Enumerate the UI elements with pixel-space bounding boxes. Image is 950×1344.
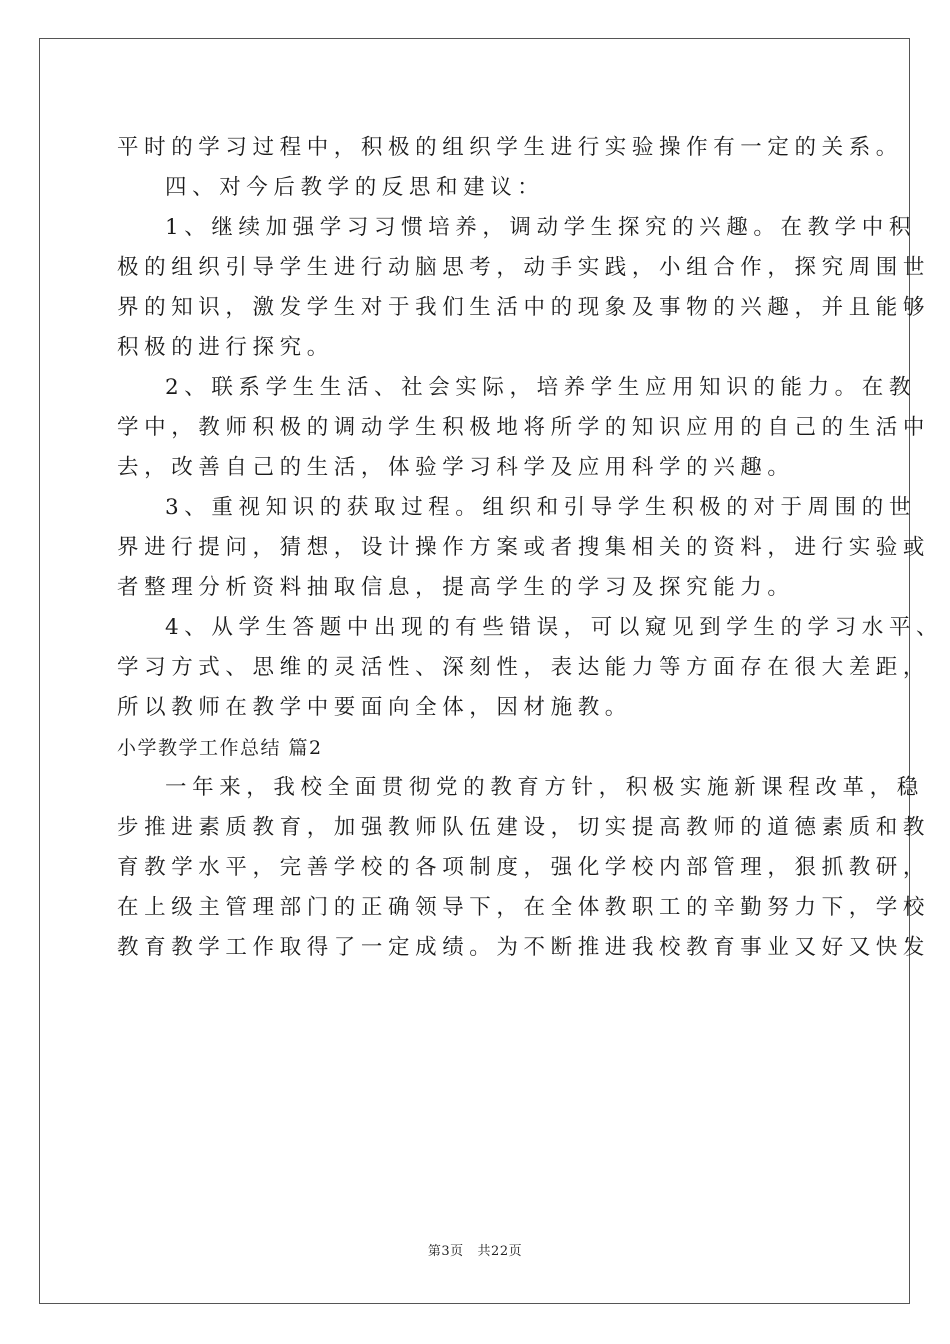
text-line: 平时的学习过程中，积极的组织学生进行实验操作有一定的关系。 [117,135,903,160]
text-line: 学习方式、思维的灵活性、深刻性，表达能力等方面存在很大差距， [117,655,931,680]
text-line: 1、继续加强学习习惯培养，调动学生探究的兴趣。在教学中积 [165,215,916,240]
text-line: 极的组织引导学生进行动脑思考，动手实践，小组合作，探究周围世 [117,255,931,280]
text-line: 所以教师在教学中要面向全体，因材施教。 [117,695,632,720]
text-line: 育教学水平，完善学校的各项制度，强化学校内部管理，狠抓教研， [117,855,931,880]
text-line: 界进行提问，猜想，设计操作方案或者搜集相关的资料，进行实验或 [117,535,931,560]
section-heading: 四、对今后教学的反思和建议： [165,175,545,200]
text-line: 4、从学生答题中出现的有些错误，可以窥见到学生的学习水平、 [165,615,944,640]
text-line: 3、重视知识的获取过程。组织和引导学生积极的对于周围的世 [165,495,916,520]
text-line: 在上级主管理部门的正确领导下，在全体教职工的辛勤努力下，学校 [117,895,931,920]
text-line: 去，改善自己的生活，体验学习科学及应用科学的兴趣。 [117,455,795,480]
text-line: 步推进素质教育，加强教师队伍建设，切实提高教师的道德素质和教 [117,815,931,840]
text-line: 积极的进行探究。 [117,335,334,360]
text-line: 2、联系学生生活、社会实际，培养学生应用知识的能力。在教 [165,375,916,400]
article-heading: 小学教学工作总结 篇2 [117,737,323,759]
text-line: 教育教学工作取得了一定成绩。为不断推进我校教育事业又好又快发 [117,935,931,960]
page-number: 第3页 共22页 [427,1244,523,1259]
text-line: 界的知识，激发学生对于我们生活中的现象及事物的兴趣，并且能够 [117,295,931,320]
text-line: 一年来，我校全面贯彻党的教育方针，积极实施新课程改革，稳 [165,775,924,800]
text-line: 学中，教师积极的调动学生积极地将所学的知识应用的自己的生活中 [117,415,931,440]
text-line: 者整理分析资料抽取信息，提高学生的学习及探究能力。 [117,575,795,600]
